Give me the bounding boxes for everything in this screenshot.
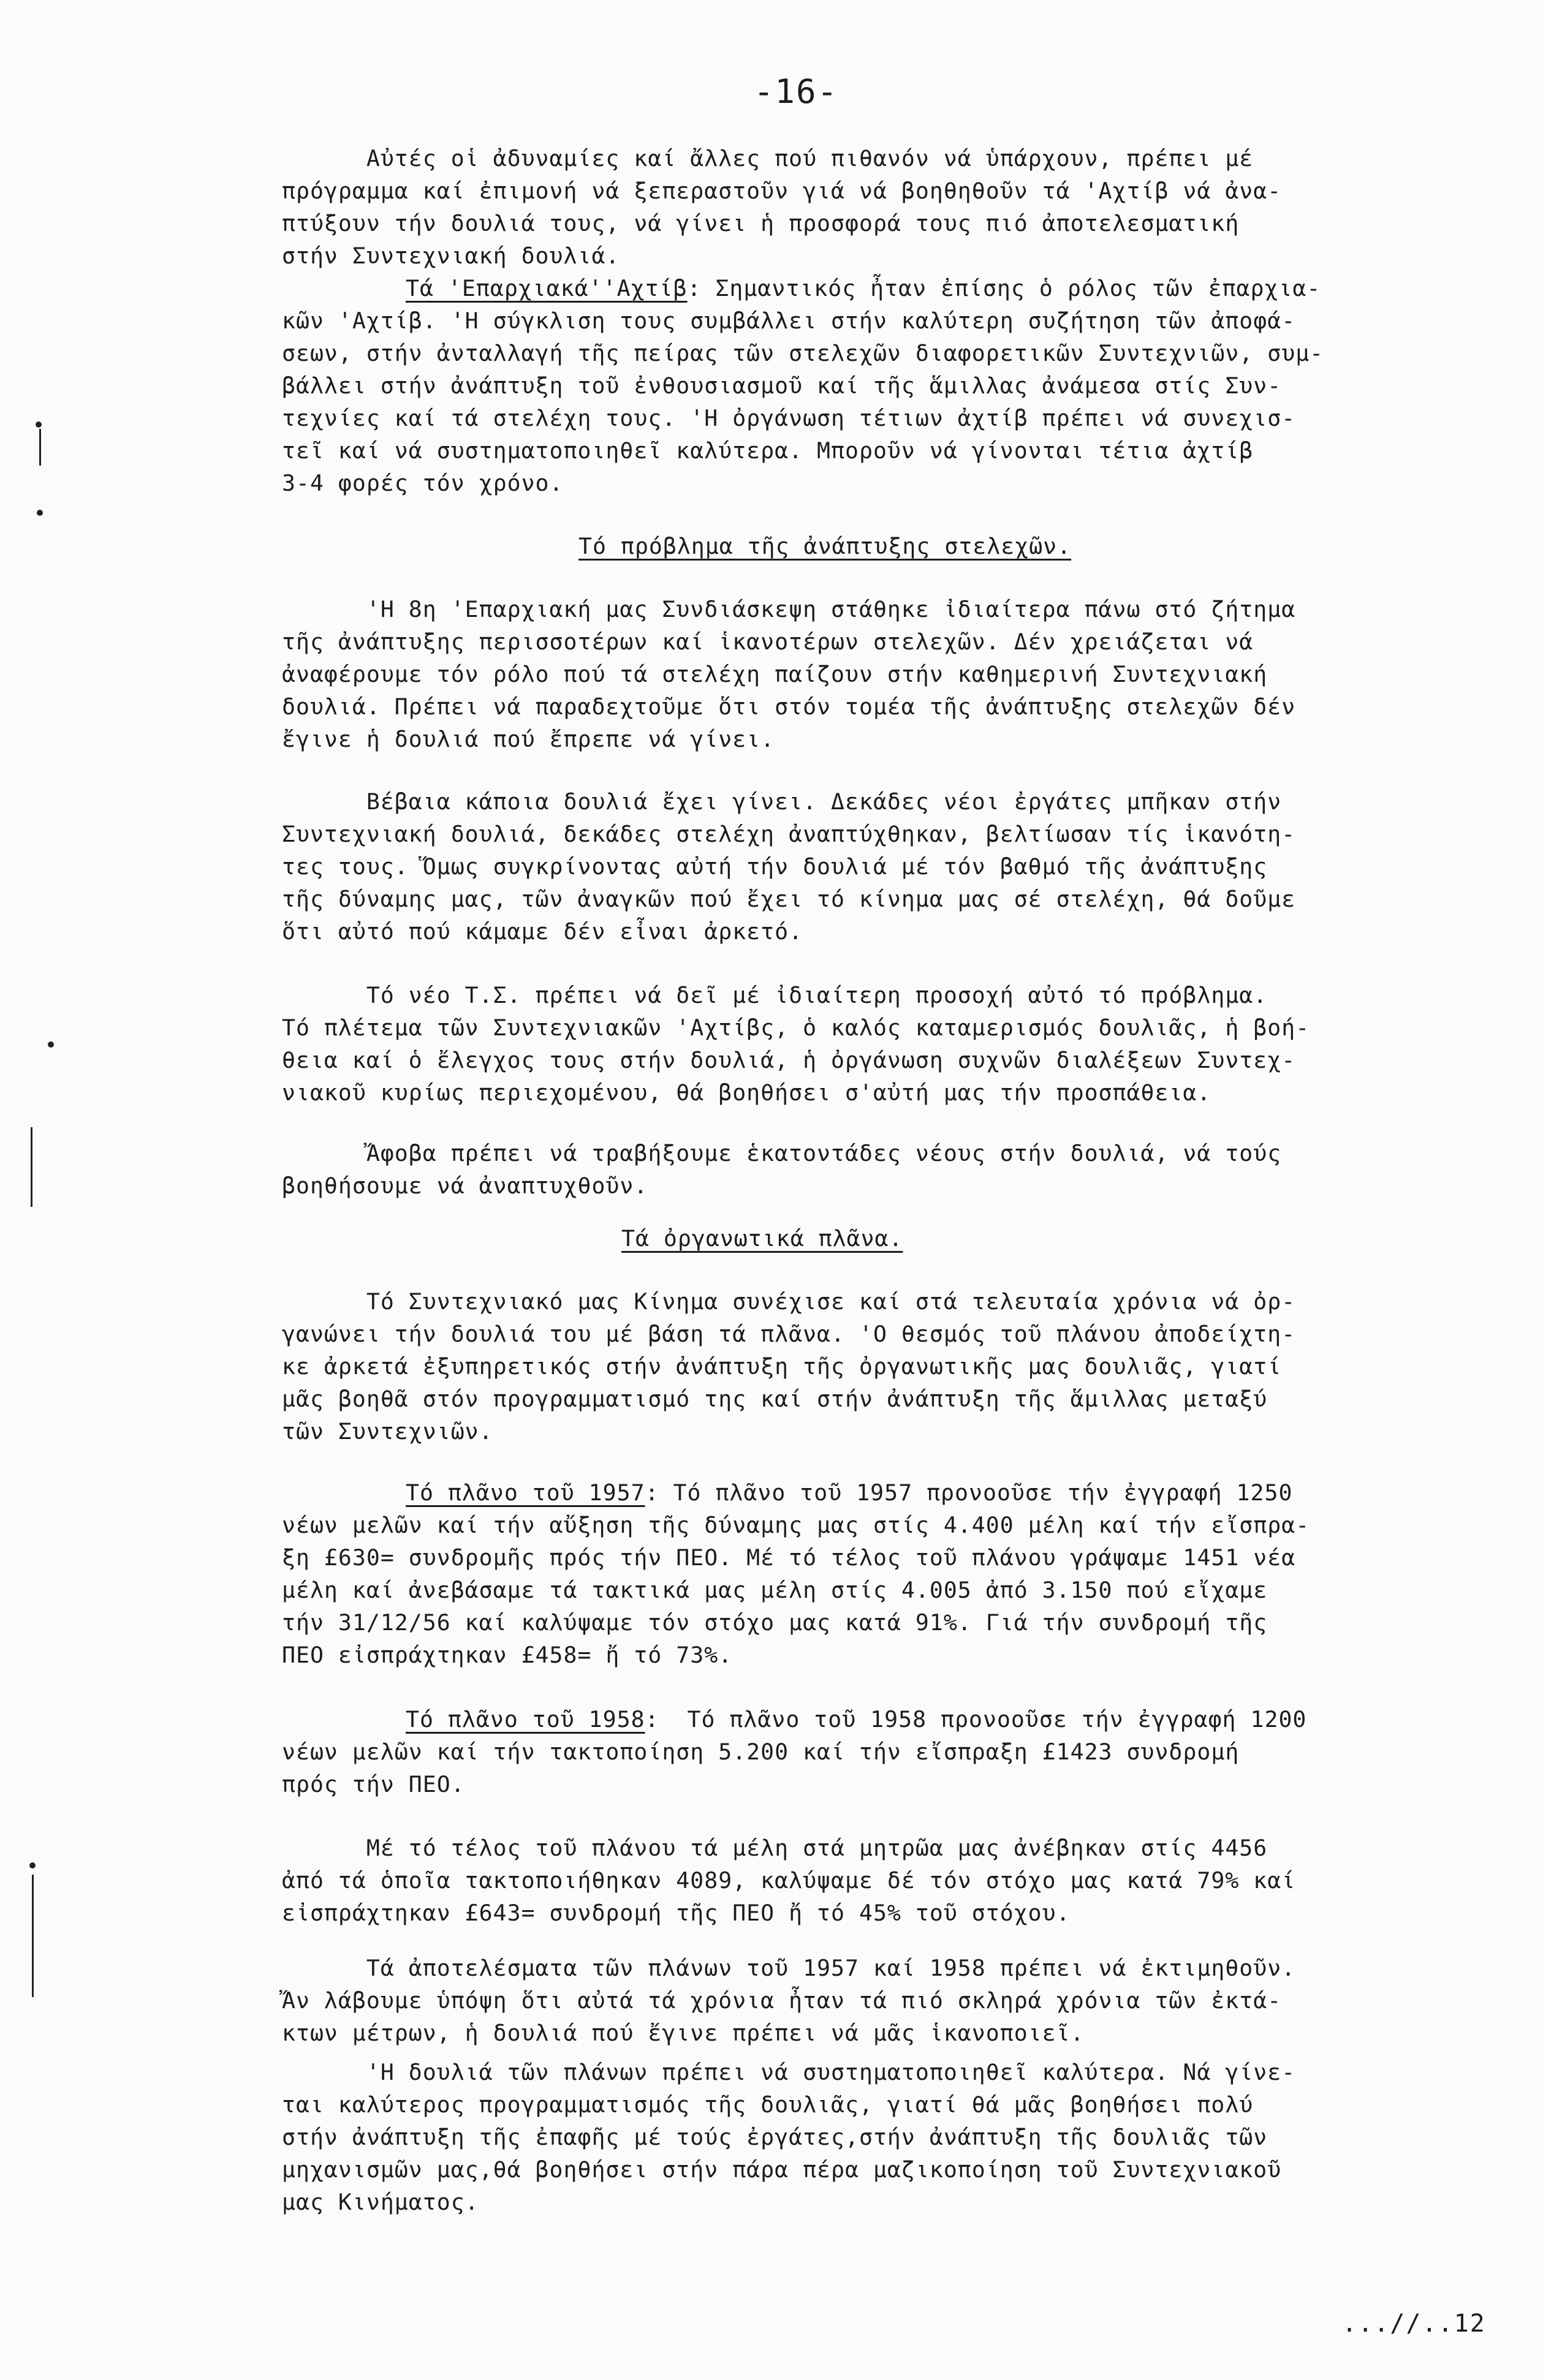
binding-dot: [37, 510, 43, 516]
paragraph-intro: Αὐτές οἱ ἀδυναμίες καί ἄλλες πού πιθανόν νά ὑπάρχουν, πρέπει μέ πρόγραμμα καί ἐπιμονή νά ξεπεραστοῦν γιά νά βοηθηθοῦν τά 'Αχτίβ νά ἀνα- πτύξουν τήν δουλιά τους, νά γίνει ἡ προσφορά τους πιό ἀποτελεσματική στήν Συντεχνιακή δουλιά.: [282, 145, 1282, 269]
paragraph-plan-1957-body: νέων μελῶν καί τήν αὔξηση τῆς δύναμης μας στίς 4.400 μέλη καί τήν εἴσπρα- ξη £630= συνδρομῆς πρός τήν ΠΕΟ. Μέ τό τέλος τοῦ πλάνου γράψαμε 1451 νέα μέλη καί ἀνεβάσαμε τά τακτικά μας μέλη στίς 4.005 ἀπό 3.150 πού εἴχαμε τήν 31/12/56 καί καλύψαμε τόν στόχο μας κατά 91%. Γιά τήν συνδρομή τῆς ΠΕΟ εἰσπράχτηκαν £458= ἤ τό 73%.: [282, 1512, 1310, 1668]
heading-provincial-activ: Τά 'Επαρχιακά''Αχτίβ: [406, 275, 688, 301]
paragraph-plan-1958-body: νέων μελῶν καί τήν τακτοποίηση 5.200 καί τήν εἴσπραξη £1423 συνδρομή πρός τήν ΠΕΟ.: [282, 1739, 1240, 1797]
paragraph-conference: 'Η 8η 'Επαρχιακή μας Συνδιάσκεψη στάθηκε ἰδιαίτερα πάνω στό ζήτημα τῆς ἀνάπτυξης περισσοτέρων καί ἱκανοτέρων στελεχῶν. Δέν χρειάζεται νά ἀναφέρουμε τόν ρόλο πού τά στελέχη παίζουν στήν καθημερινή Συντεχνιακή δουλιά. Πρέπει νά παραδεχτοῦμε ὅτι στόν τομέα τῆς ἀνάπτυξης στελεχῶν δέν ἔγινε ἡ δουλιά πού ἔπρεπε νά γίνει.: [282, 596, 1296, 752]
page-number: -16-: [754, 72, 839, 111]
paragraph-plan-1958: [282, 1703, 1495, 1800]
paragraph-plan-1958-results: Μέ τό τέλος τοῦ πλάνου τά μέλη στά μητρῶα μας ἀνέβηκαν στίς 4456 ἀπό τά ὁποῖα τακτοποιήθηκαν 4089, καλύψαμε δέ τόν στόχο μας κατά 79% καί εἰσπράχτηκαν £643= συνδρομή τῆς ΠΕΟ ἤ τό 45% τοῦ στόχου.: [282, 1835, 1296, 1926]
paragraph-plan-1957-first-line: : Τό πλᾶνο τοῦ 1957 προνοοῦσε τήν ἐγγραφή 1250: [645, 1479, 1293, 1506]
paragraph-provincial-activ-body: κῶν 'Αχτίβ. 'Η σύγκλιση τους συμβάλλει στήν καλύτερη συζήτηση τῶν ἀποφά- σεων, στήν ἀνταλλαγή τῆς πείρας τῶν στελεχῶν διαφορετικῶν Συντεχνιῶν, συμ- βάλλει στήν ἀνάπτυξη τοῦ ἐνθουσιασμοῦ καί τῆς ἅμιλλας ἀνάμεσα στίς Συν- τεχνίες καί τά στελέχη τους. 'Η ὀργάνωση τέτιων ἀχτίβ πρέπει νά συνεχισ- τεῖ καί νά συστηματοποιηθεῖ καλύτερα. Μποροῦν νά γίνονται τέτια ἀχτίβ 3-4 φορές τόν χρόνο.: [282, 308, 1324, 496]
heading-plan-1958: Τό πλᾶνο τοῦ 1958: [406, 1706, 645, 1732]
binding-dot: [29, 1862, 36, 1868]
binding-mark: [39, 429, 41, 466]
paragraph-plans-intro: Τό Συντεχνιακό μας Κίνημα συνέχισε καί στά τελευταία χρόνια νά ὀρ- γανώνει τήν δουλιά του μέ βάση τά πλᾶνα. 'Ο θεσμός τοῦ πλάνου ἀποδείχτη- κε ἀρκετά ἐξυπηρετικός στήν ἀνάπτυξη τῆς ὀργανωτικῆς μας δουλιᾶς, γιατί μᾶς βοηθᾶ στόν προγραμματισμό της καί στήν ἀνάπτυξη τῆς ἅμιλλας μεταξύ τῶν Συντεχνιῶν.: [282, 1288, 1296, 1445]
paragraph-provincial-activ: [282, 272, 1495, 499]
paragraph-plan-1958-first-line: : Τό πλᾶνο τοῦ 1958 προνοοῦσε τήν ἐγγραφή 1200: [645, 1706, 1307, 1732]
heading-cadre-development: Τό πρόβλημα τῆς ἀνάπτυξης στελεχῶν.: [578, 533, 1072, 559]
page-continuation-marker: ...//..12: [1342, 2310, 1486, 2338]
heading-organisational-plans: Τά ὀργανωτικά πλᾶνα.: [621, 1225, 903, 1252]
paragraph-plan-1957: [282, 1476, 1495, 1671]
paragraph-provincial-activ-first-line: : Σημαντικός ἦταν ἐπίσης ὁ ρόλος τῶν ἐπαρχια-: [687, 275, 1321, 301]
paragraph-plans-systematisation: 'Η δουλιά τῶν πλάνων πρέπει νά συστηματοποιηθεῖ καλύτερα. Νά γίνε- ται καλύτερος προγραμματισμός τῆς δουλιᾶς, γιατί θά μᾶς βοηθήσει πολύ στήν ἀνάπτυξη τῆς ἐπαφῆς μέ τούς ἐργάτες,στήν ἀνάπτυξη τῆς δουλιᾶς τῶν μηχανισμῶν μας,θά βοηθήσει στήν πάρα πέρα μαζικοποίηση τοῦ Συντεχνιακοῦ μας Κινήματος.: [282, 2059, 1296, 2215]
paragraph-some-work-done: Βέβαια κάποια δουλιά ἔχει γίνει. Δεκάδες νέοι ἐργάτες μπῆκαν στήν Συντεχνιακή δουλιά, δεκάδες στελέχη ἀναπτύχθηκαν, βελτίωσαν τίς ἱκανότη- τες τους. Ὅμως συγκρίνοντας αὐτή τήν δουλιά μέ τόν βαθμό τῆς ἀνάπτυξης τῆς δύναμης μας, τῶν ἀναγκῶν πού ἔχει τό κίνημα μας σέ στελέχη, θά δοῦμε ὅτι αὐτό πού κάμαμε δέν εἶναι ἀρκετό.: [282, 788, 1296, 945]
binding-mark: [31, 1127, 32, 1207]
binding-mark: [32, 1875, 34, 1997]
paragraph-plan-evaluation: Τά ἀποτελέσματα τῶν πλάνων τοῦ 1957 καί 1958 πρέπει νά ἐκτιμηθοῦν. Ἄν λάβουμε ὑπόψη ὅτι αὐτά τά χρόνια ἦταν τά πιό σκληρά χρόνια τῶν ἐκτά- κτων μέτρων, ἡ δουλιά πού ἔγινε πρέπει νά μᾶς ἱκανοποιεῖ.: [282, 1955, 1296, 2046]
paragraph-new-committee: Τό νέο Τ.Σ. πρέπει νά δεῖ μέ ἰδιαίτερη προσοχή αὐτό τό πρόβλημα. Τό πλέτεμα τῶν Συντεχνιακῶν 'Αχτίβς, ὁ καλός καταμερισμός δουλιᾶς, ἡ βοή- θεια καί ὁ ἔλεγχος τους στήν δουλιά, ἡ ὀργάνωση συχνῶν διαλέξεων Συντεχ- νιακοῦ κυρίως περιεχομένου, θά βοηθήσει σ'αὐτή μας τήν προσπάθεια.: [282, 982, 1310, 1106]
heading-plan-1957: Τό πλᾶνο τοῦ 1957: [406, 1479, 645, 1506]
binding-dot: [48, 1041, 54, 1048]
binding-dot: [36, 421, 42, 428]
paragraph-new-workers: Ἄφοβα πρέπει νά τραβήξουμε ἑκατοντάδες νέους στήν δουλιά, νά τούς βοηθήσουμε νά ἀναπτυχθοῦν.: [282, 1140, 1282, 1199]
